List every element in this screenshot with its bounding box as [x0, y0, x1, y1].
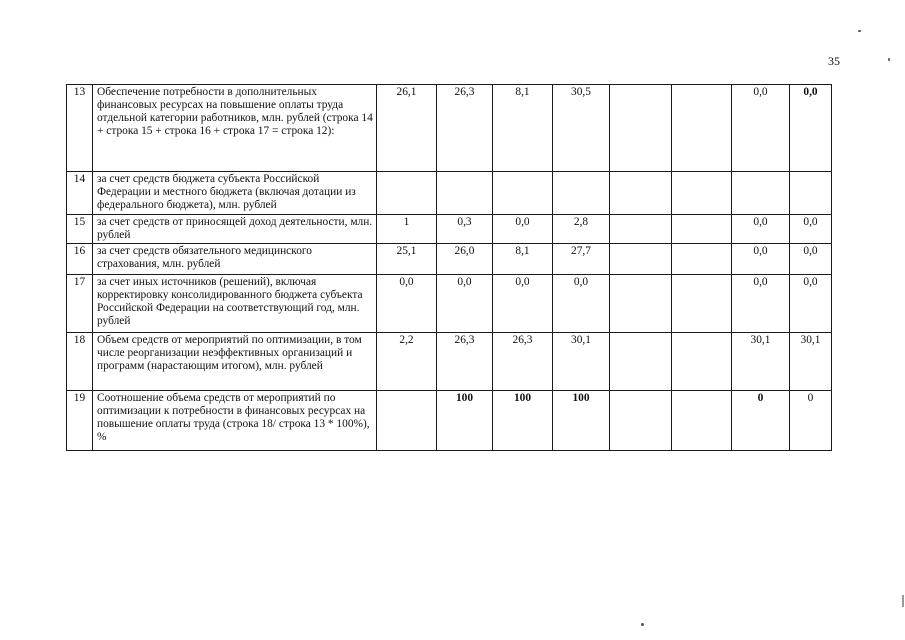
- value-cell: [672, 275, 732, 333]
- row-number: 19: [67, 391, 93, 451]
- value-cell: 26,3: [437, 333, 493, 391]
- value-cell: 26,1: [377, 85, 437, 172]
- value-cell: 30,1: [553, 333, 610, 391]
- value-cell: [377, 172, 437, 215]
- value-cell: 0,0: [790, 244, 832, 275]
- value-cell: 0: [732, 391, 790, 451]
- table-row: [67, 244, 832, 275]
- scan-speck: [858, 30, 861, 32]
- row-description: за счет средств бюджета субъекта Российской Федерации и местного бюджета (включая дотации из федерального бюджета), млн. рублей: [93, 172, 377, 215]
- scan-speck: [641, 623, 644, 626]
- scan-speck: [902, 595, 904, 607]
- value-cell: [790, 172, 832, 215]
- value-cell: 0,0: [377, 275, 437, 333]
- value-cell: 0: [790, 391, 832, 451]
- value-cell: 26,3: [493, 333, 553, 391]
- value-cell: [437, 172, 493, 215]
- value-cell: [377, 391, 437, 451]
- table-row: [67, 333, 832, 391]
- table-row: [67, 391, 832, 451]
- table-row: [67, 215, 832, 244]
- value-cell: 30,5: [553, 85, 610, 172]
- value-cell: [610, 85, 672, 172]
- value-cell: 27,7: [553, 244, 610, 275]
- value-cell: 0,0: [437, 275, 493, 333]
- row-description: Обеспечение потребности в дополнительных финансовых ресурсах на повышение оплаты труда отдельной категории работников, млн. рублей (строка 14 + строка 15 + строка 16 + строка 17 = строка 12):: [93, 85, 377, 172]
- value-cell: 26,0: [437, 244, 493, 275]
- value-cell: [672, 391, 732, 451]
- value-cell: 100: [493, 391, 553, 451]
- row-description: Объем средств от мероприятий по оптимизации, в том числе реорганизации неэффективных организаций и программ (нарастающим итогом), млн. рублей: [93, 333, 377, 391]
- value-cell: 0,0: [790, 215, 832, 244]
- row-number: 14: [67, 172, 93, 215]
- page-number: 35: [828, 54, 840, 68]
- row-description: Соотношение объема средств от мероприятий по оптимизации к потребности в финансовых ресурсах на повышение оплаты труда (строка 18/ строка 13 * 100%), %: [93, 391, 377, 451]
- value-cell: 0,0: [493, 215, 553, 244]
- scan-speck: [888, 58, 890, 61]
- value-cell: 1: [377, 215, 437, 244]
- value-cell: 8,1: [493, 85, 553, 172]
- value-cell: 100: [437, 391, 493, 451]
- value-cell: [732, 172, 790, 215]
- value-cell: [672, 85, 732, 172]
- row-number: 15: [67, 215, 93, 244]
- value-cell: 30,1: [790, 333, 832, 391]
- value-cell: 0,3: [437, 215, 493, 244]
- value-cell: 0,0: [732, 85, 790, 172]
- value-cell: [553, 172, 610, 215]
- value-cell: [610, 333, 672, 391]
- row-description: за счет средств от приносящей доход деятельности, млн. рублей: [93, 215, 377, 244]
- value-cell: [672, 333, 732, 391]
- value-cell: 2,8: [553, 215, 610, 244]
- row-number: 17: [67, 275, 93, 333]
- value-cell: 30,1: [732, 333, 790, 391]
- table-row: [67, 172, 832, 215]
- row-number: 13: [67, 85, 93, 172]
- value-cell: 0,0: [732, 275, 790, 333]
- data-table: [66, 84, 832, 451]
- value-cell: [610, 244, 672, 275]
- table-row: [67, 275, 832, 333]
- value-cell: 100: [553, 391, 610, 451]
- value-cell: [493, 172, 553, 215]
- value-cell: 0,0: [732, 215, 790, 244]
- value-cell: [610, 391, 672, 451]
- value-cell: [672, 172, 732, 215]
- value-cell: 26,3: [437, 85, 493, 172]
- value-cell: [610, 275, 672, 333]
- value-cell: [610, 215, 672, 244]
- value-cell: 0,0: [493, 275, 553, 333]
- value-cell: [610, 172, 672, 215]
- table-row: [67, 85, 832, 172]
- value-cell: [672, 215, 732, 244]
- value-cell: 0,0: [790, 85, 832, 172]
- value-cell: 25,1: [377, 244, 437, 275]
- row-number: 18: [67, 333, 93, 391]
- value-cell: 0,0: [790, 275, 832, 333]
- value-cell: 2,2: [377, 333, 437, 391]
- value-cell: [672, 244, 732, 275]
- value-cell: 0,0: [553, 275, 610, 333]
- value-cell: 8,1: [493, 244, 553, 275]
- row-number: 16: [67, 244, 93, 275]
- value-cell: 0,0: [732, 244, 790, 275]
- row-description: за счет средств обязательного медицинского страхования, млн. рублей: [93, 244, 377, 275]
- row-description: за счет иных источников (решений), включая корректировку консолидированного бюджета субъекта Российской Федерации на соответствующий год, млн. рублей: [93, 275, 377, 333]
